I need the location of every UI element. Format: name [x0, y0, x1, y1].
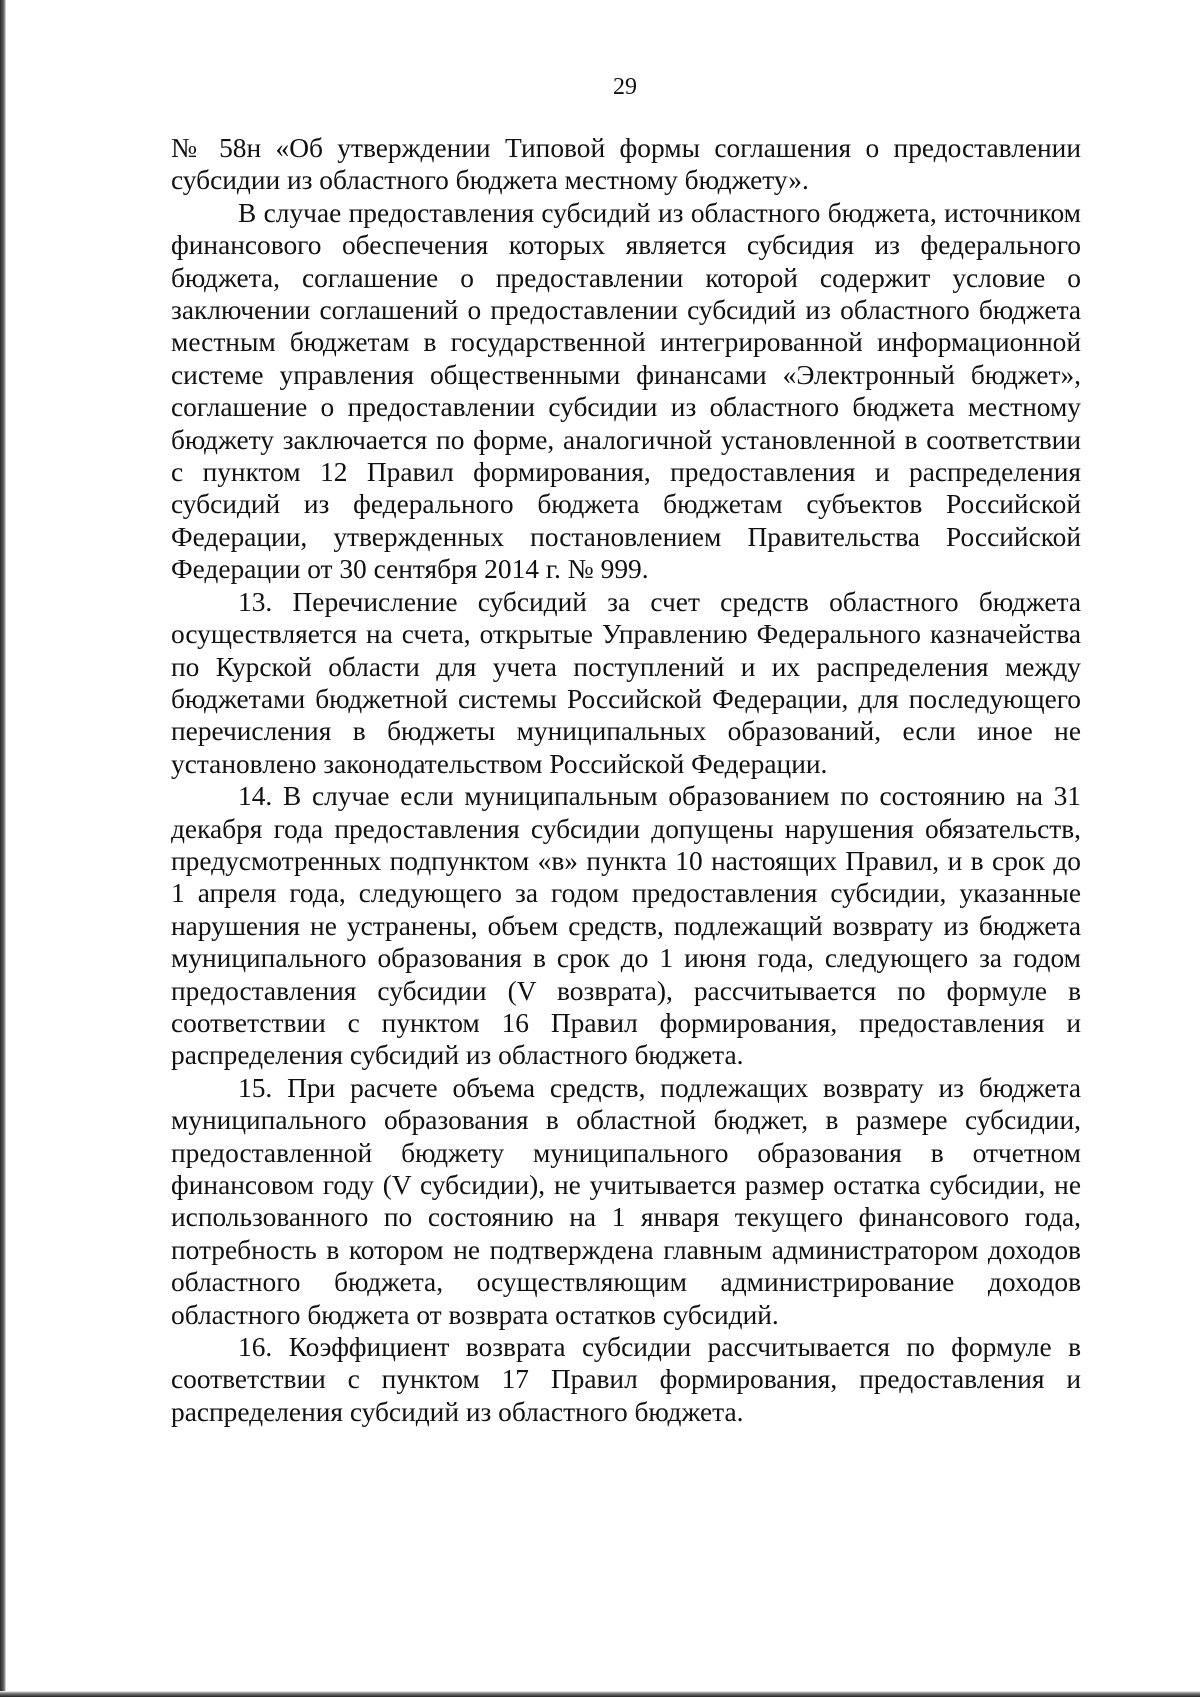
paragraph-continuation: № 58н «Об утверждении Типовой формы соглашения о предоставлении субсидии из областного бюджета местному бюджету». [171, 133, 1081, 196]
page-number: 29 [613, 74, 637, 100]
document-body [171, 132, 1081, 1428]
scan-edge-bottom [0, 1691, 1200, 1697]
paragraph-electronic-budget: В случае предоставления субсидий из областного бюджета, источником финансового обеспечения которых является субсидия из федерального бюджета, соглашение о предоставлении которой содержит условие о заключении соглашений о предоставлении субсидий из областного бюджета местным бюджетам в государственной интегрированной информационной системе управления общественными финансами «Электронный бюджет», соглашение о предоставлении субсидии из областного бюджета местному бюджету заключается по форме, аналогичной установленной в соответствии с пунктом 12 Правил формирования, предоставления и распределения субсидий из федерального бюджета бюджетам субъектов Российской Федерации, утвержденных постановлением Правительства Российской Федерации от 30 сентября 2014 г. № 999. [171, 197, 1081, 585]
paragraph-16: 16. Коэффициент возврата субсидии рассчитывается по формуле в соответствии с пунктом 17 Правил формирования, предоставления и распределения субсидий из областного бюджета. [171, 1332, 1081, 1427]
paragraph-15: 15. При расчете объема средств, подлежащих возврату из бюджета муниципального образования в областной бюджет, в размере субсидии, предоставленной бюджету муниципального образования в отчетном финансовом году (V субсидии), не учитывается размер остатка субсидии, не использованного по состоянию на 1 января текущего финансового года, потребность в котором не подтверждена главным администратором доходов областного бюджета, осуществляющим администрирование доходов областного бюджета от возврата остатков субсидий. [171, 1072, 1081, 1330]
scan-edge-left [0, 0, 6, 1697]
paragraph-13: 13. Перечисление субсидий за счет средств областного бюджета осуществляется на счета, открытые Управлению Федерального казначейства по Курской области для учета поступлений и их распределения между бюджетами бюджетной системы Российской Федерации, для последующего перечисления в бюджеты муниципальных образований, если иное не установлено законодательством Российской Федерации. [171, 586, 1081, 779]
paragraph-14: 14. В случае если муниципальным образованием по состоянию на 31 декабря года предоставления субсидии допущены нарушения обязательств, предусмотренных подпунктом «в» пункта 10 настоящих Правил, и в срок до 1 апреля года, следующего за годом предоставления субсидии, указанные нарушения не устранены, объем средств, подлежащий возврату из бюджета муниципального образования в срок до 1 июня года, следующего за годом предоставления субсидии (V возврата), рассчитывается по формуле в соответствии с пунктом 16 Правил формирования, предоставления и распределения субсидий из областного бюджета. [171, 781, 1081, 1071]
